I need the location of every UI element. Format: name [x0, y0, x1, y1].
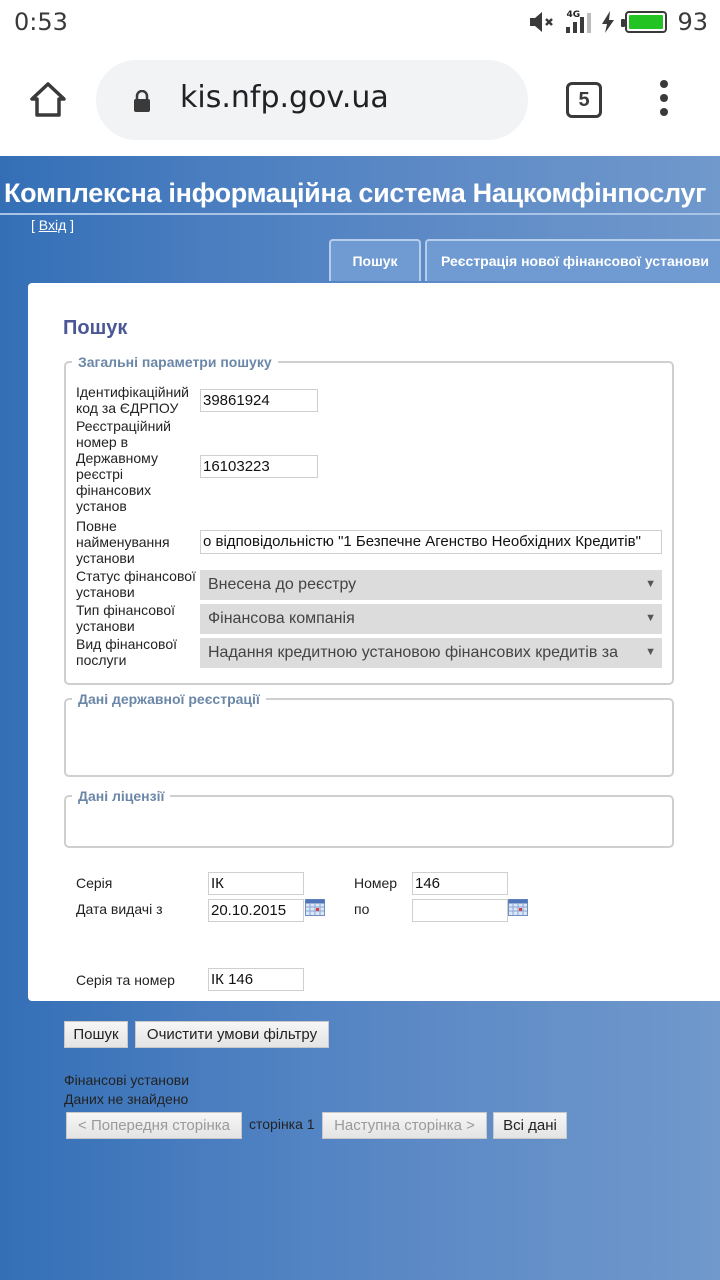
search-button[interactable]: Пошук	[64, 1021, 128, 1048]
date-from-input[interactable]: 20.10.2015	[208, 899, 304, 922]
signal-icon	[566, 11, 591, 33]
all-data-button[interactable]: Всі дані	[493, 1112, 567, 1139]
lock-icon	[132, 90, 152, 112]
service-label: Вид фінансової послуги	[76, 636, 177, 668]
address-bar[interactable]	[96, 60, 528, 140]
number-label: Номер	[354, 875, 398, 891]
type-label: Тип фінансової установи	[76, 602, 176, 634]
dropdown-arrow-icon: ▼	[645, 578, 656, 590]
status-label: Статус фінансової установи	[76, 568, 196, 600]
series-label: Серія	[76, 875, 113, 891]
main-nav	[329, 239, 720, 281]
url-text[interactable]: kis.nfp.gov.ua	[180, 80, 389, 115]
fullname-input[interactable]: о відповідольністю "1 Безпечне Агенство Необхідних Кредитів"	[200, 530, 662, 554]
no-data-message: Даних не знайдено	[64, 1091, 189, 1107]
browser-toolbar	[0, 44, 720, 156]
type-selected-value: Фінансова компанія	[208, 610, 355, 627]
login-bracket-open: [	[31, 217, 39, 233]
clock: 0:53	[14, 8, 68, 36]
more-menu-icon[interactable]	[654, 80, 674, 120]
dropdown-arrow-icon: ▼	[645, 646, 656, 658]
state-registration-legend: Дані державної реєстрації	[78, 691, 260, 707]
status-select[interactable]	[200, 570, 662, 600]
edrpou-input[interactable]: 39861924	[200, 389, 318, 412]
mute-icon	[528, 10, 556, 34]
header-divider	[0, 213, 720, 215]
clear-filter-button[interactable]: Очистити умови фільтру	[135, 1021, 329, 1048]
regnum-label: Реєстраційний номер в Державному реєстрі фінансових установ	[76, 418, 171, 514]
next-page-button[interactable]: Наступна сторінка >	[322, 1112, 487, 1139]
site-title: Комплексна інформаційна система Нацкомфінпослуг	[4, 178, 707, 208]
login-link[interactable]: Вхід	[38, 217, 67, 233]
status-selected-value: Внесена до реєстру	[208, 576, 357, 593]
search-panel	[28, 283, 720, 1134]
number-input[interactable]: 146	[412, 872, 508, 895]
page-indicator: сторінка 1	[249, 1116, 315, 1132]
license-series-number-input[interactable]: ІК 146	[208, 968, 304, 991]
tab-search[interactable]: Пошук	[329, 239, 421, 281]
page-content	[0, 156, 720, 1280]
home-icon[interactable]	[28, 80, 68, 120]
type-select[interactable]	[200, 604, 662, 634]
date-from-label: Дата видачі з	[76, 901, 163, 917]
calendar-icon[interactable]	[305, 899, 325, 916]
prev-page-button[interactable]: < Попередня сторінка	[66, 1112, 242, 1139]
calendar-icon[interactable]	[508, 899, 528, 916]
page-title: Пошук	[63, 317, 128, 339]
date-to-input[interactable]	[412, 899, 508, 922]
tab-switcher-button[interactable]: 5	[566, 82, 602, 118]
license-fieldset	[64, 788, 674, 848]
service-select[interactable]	[200, 638, 662, 668]
license-series-number-label: Серія та номер	[76, 972, 175, 988]
battery-icon	[625, 11, 667, 33]
charging-icon	[601, 11, 615, 33]
date-to-label: по	[354, 901, 370, 917]
series-input[interactable]: ІК	[208, 872, 304, 895]
battery-percent: 93	[677, 8, 708, 36]
fullname-label: Повне найменування установи	[76, 518, 170, 566]
results-title: Фінансові установи	[64, 1072, 190, 1088]
regnum-input[interactable]: 16103223	[200, 455, 318, 478]
state-registration-fieldset	[64, 691, 674, 777]
general-params-legend: Загальні параметри пошуку	[78, 354, 272, 370]
edrpou-label: Ідентифікаційний код за ЄДРПОУ	[76, 384, 189, 416]
service-selected-value: Надання кредитною установою фінансових кредитів за	[208, 644, 618, 661]
network-type: 4G	[566, 10, 581, 20]
status-bar	[0, 0, 720, 44]
tab-register-institution[interactable]: Реєстрація нової фінансової установи	[425, 239, 720, 281]
login-area	[31, 217, 74, 233]
login-bracket-close: ]	[66, 217, 75, 233]
dropdown-arrow-icon: ▼	[645, 612, 656, 624]
license-legend: Дані ліцензії	[78, 788, 165, 804]
